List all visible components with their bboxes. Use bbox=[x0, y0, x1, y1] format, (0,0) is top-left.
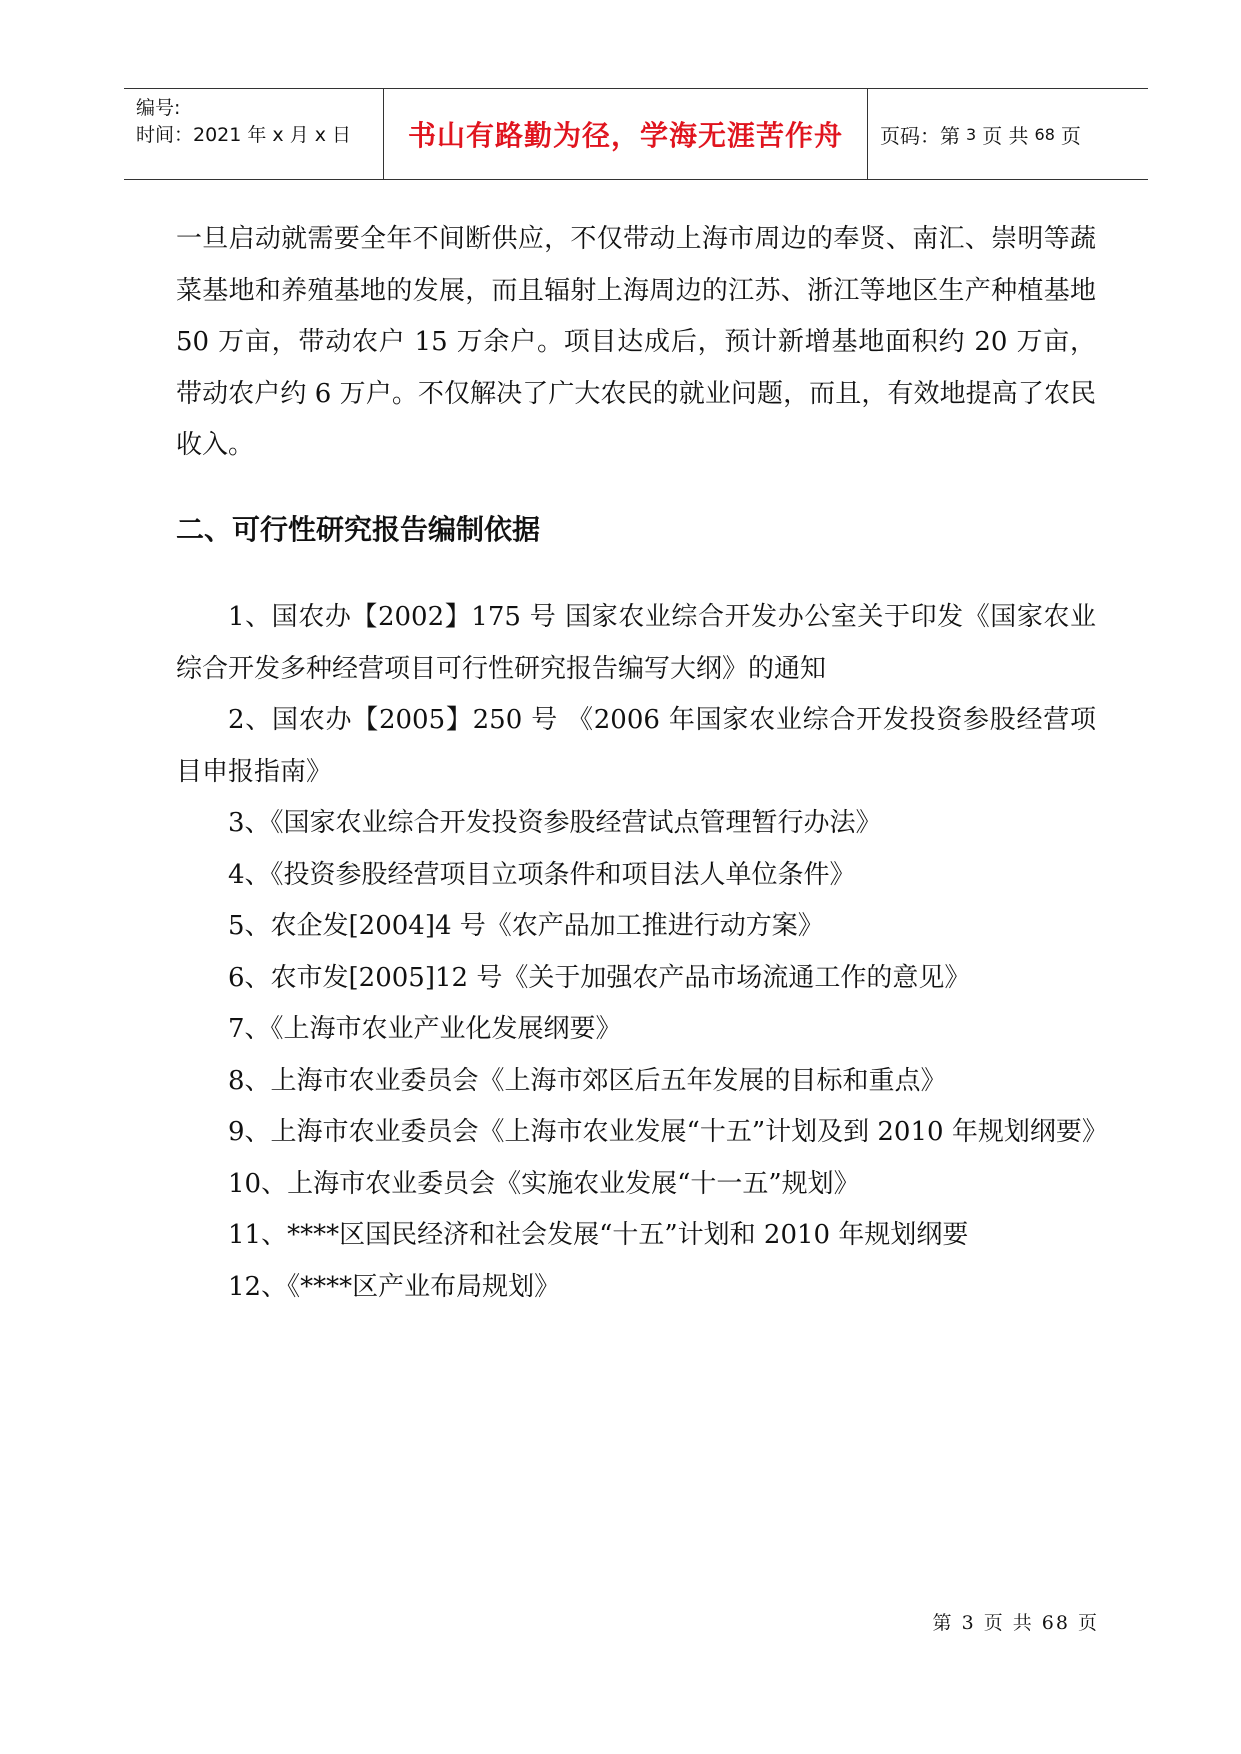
header-motto: 书山有路勤为径，学海无涯苦作舟 bbox=[407, 119, 843, 152]
page-prefix: 页码：第 bbox=[880, 123, 960, 148]
intro-paragraph: 一旦启动就需要全年不间断供应，不仅带动上海市周边的奉贤、南汇、崇明等蔬菜基地和养殖基地的发展，而且辐射上海周边的江苏、浙江等地区生产种植基地 50 万亩，带动农户 15 万余户。项目达成后，预计新增基地面积约 20 万亩，带动农户约 6 万户。不仅解决了广大农民的就业问题，而且，有效地提高了农民收入。 bbox=[176, 224, 1096, 460]
reference-item: 5、农企发[2004]4 号《农产品加工推进行动方案》 bbox=[228, 911, 824, 941]
page-footer: 第 3 页 共 68 页 bbox=[932, 1612, 1099, 1634]
document-date-label: 时间：2021 年 x 月 x 日 bbox=[136, 124, 352, 146]
reference-item: 12、《****区产业布局规划》 bbox=[228, 1271, 561, 1302]
reference-item: 11、****区国民经济和社会发展“十五”计划和 2010 年规划纲要 bbox=[228, 1220, 969, 1250]
reference-item: 9、上海市农业委员会《上海市农业发展“十五”计划及到 2010 年规划纲要》 bbox=[228, 1117, 1108, 1147]
page-total: 68 bbox=[1034, 124, 1055, 144]
section-heading: 二、可行性研究报告编制依据 bbox=[176, 513, 541, 546]
reference-item: 1、国农办【2002】175 号 国家农业综合开发办公室关于印发《国家农业综合开发多种经营项目可行性研究报告编写大纲》的通知 bbox=[176, 602, 1096, 684]
header-motto-cell bbox=[384, 89, 868, 179]
reference-item: 2、国农办【2005】250 号 《2006 年国家农业综合开发投资参股经营项目申报指南》 bbox=[176, 705, 1096, 787]
document-number-label: 编号: bbox=[136, 97, 181, 119]
reference-item: 10、上海市农业委员会《实施农业发展“十一五”规划》 bbox=[228, 1168, 860, 1199]
page-header bbox=[124, 88, 1148, 180]
page-middle: 页 共 bbox=[982, 123, 1029, 148]
reference-item: 3、《国家农业综合开发投资参股经营试点管理暂行办法》 bbox=[228, 808, 882, 838]
reference-list bbox=[176, 592, 1108, 1313]
page-suffix: 页 bbox=[1060, 123, 1081, 148]
reference-item: 7、《上海市农业产业化发展纲要》 bbox=[228, 1014, 622, 1044]
page-current: 3 bbox=[966, 124, 977, 144]
reference-item: 4、《投资参股经营项目立项条件和项目法人单位条件》 bbox=[228, 859, 856, 890]
header-page-cell bbox=[868, 89, 1148, 179]
reference-item: 6、农市发[2005]12 号《关于加强农产品市场流通工作的意见》 bbox=[228, 962, 971, 993]
intro-section bbox=[176, 214, 1096, 472]
header-meta-cell bbox=[124, 89, 384, 179]
reference-item: 8、上海市农业委员会《上海市郊区后五年发展的目标和重点》 bbox=[228, 1065, 947, 1096]
